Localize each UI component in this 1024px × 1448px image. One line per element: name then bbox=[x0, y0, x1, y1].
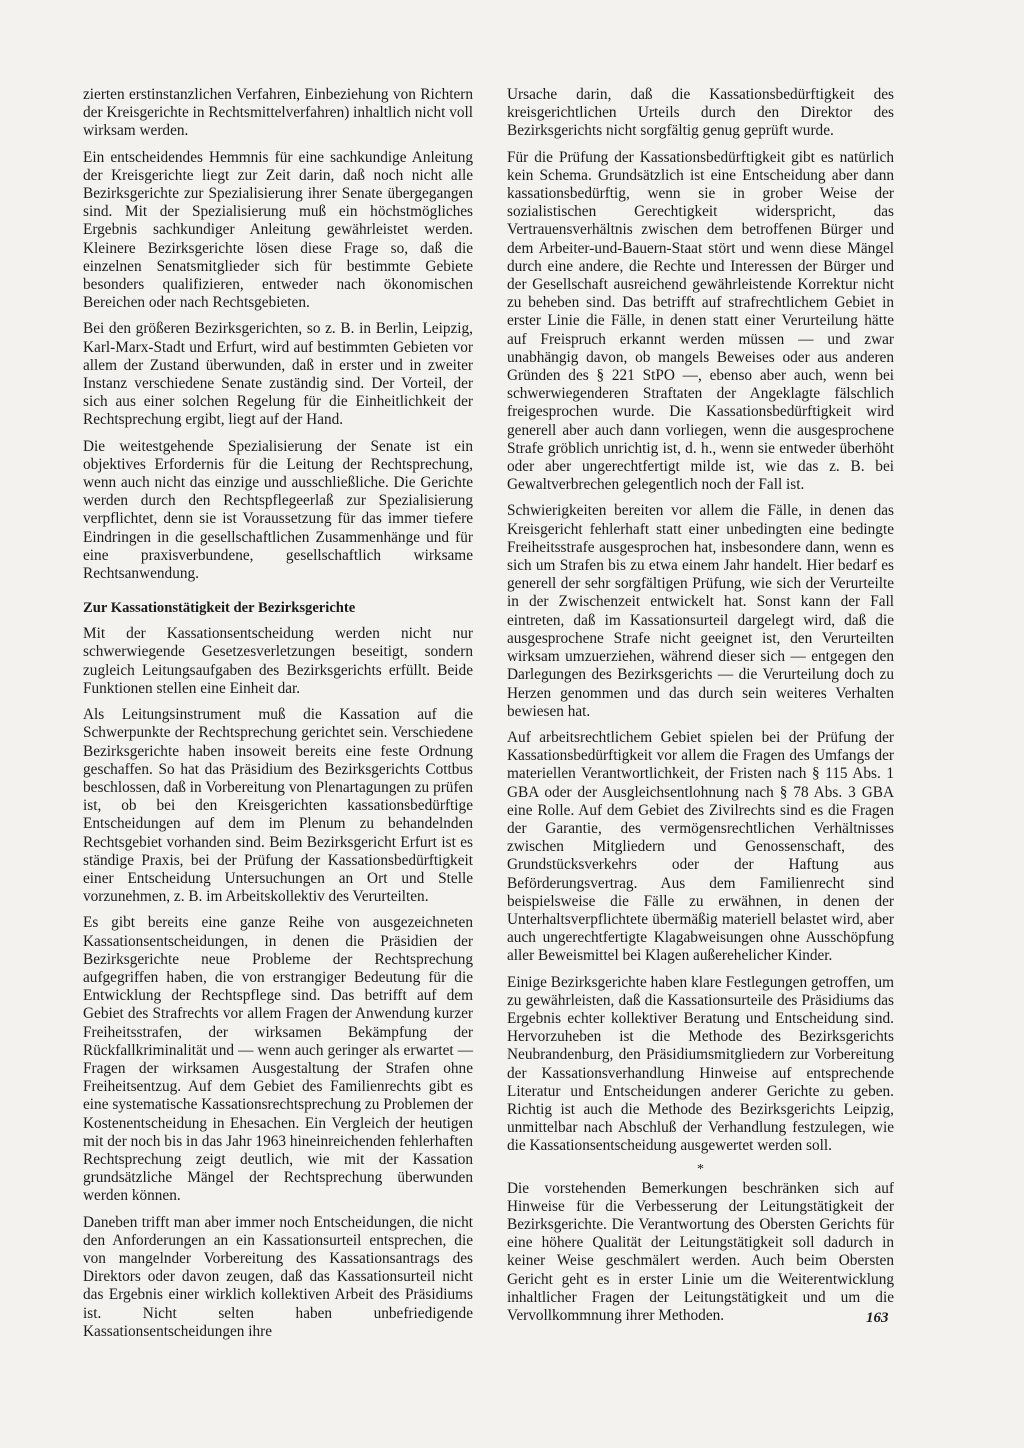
paragraph: zierten erstinstanzlichen Verfahren, Einbeziehung von Richtern der Kreisgerichte in Rechtsmittelverfahren) inhaltlich nicht voll wirksam werden. bbox=[83, 86, 473, 140]
section-divider-asterisk: * bbox=[697, 1161, 704, 1177]
paragraph: Auf arbeitsrechtlichem Gebiet spielen bei der Prüfung der Kassationsbedürftigkeit vor allem die Fragen des Umfangs der materiellen Verantwortlichkeit, der Fristen nach § 115 Abs. 1 GBA oder der Ausgleichsentlohnung nach § 78 Abs. 3 GBA eine Rolle. Auf dem Gebiet des Zivilrechts sind es die Fragen der Garantie, des vermögensrechtlichen Verhältnisses zwischen Mitgliedern und Genossenschaft, des Grundstücksverkehrs oder der Haftung aus Beförderungsvertrag. Aus dem Familienrecht sind beispielsweise die Fälle zu erwähnen, in denen der Unterhaltsverpflichtete übermäßig materiell belastet wird, aber auch ungerechtfertigte Klagabweisungen ohne Ausschöpfung aller Beweismittel bei Klagen außerehelicher Kinder. bbox=[507, 728, 894, 965]
left-column bbox=[83, 86, 473, 1349]
paragraph: Bei den größeren Bezirksgerichten, so z. B. in Berlin, Leipzig, Karl-Marx-Stadt und Erfurt, wird auf bestimmten Gebieten vor allem der Zustand überwunden, daß in erster und in zweiter Instanz verschiedene Senate zuständig sind. Der Vorteil, der sich aus einer solchen Regelung für die Einheitlichkeit der Rechtsprechung ergibt, liegt auf der Hand. bbox=[83, 320, 473, 429]
paragraph: Schwierigkeiten bereiten vor allem die Fälle, in denen das Kreisgericht fehlerhaft statt einer unbedingten eine bedingte Freiheitsstrafe ausgesprochen hat, insbesondere dann, wenn es sich um Strafen bis zu etwa einem Jahr handelt. Hier bedarf es generell der sehr sorgfältigen Prüfung, wie sich der Verurteilte in der Zwischenzeit entwickelt hat. Sonst kann der Fall eintreten, daß im Kassationsurteil dargelegt wird, daß die ausgesprochene Strafe nicht geeignet ist, den Verurteilten wirksam umzuerziehen, während dieser sich — entgegen den Darlegungen des Bezirksgerichts — die Verurteilung doch zu Herzen genommen und das durch sein weiteres Verhalten bewiesen hat. bbox=[507, 502, 894, 720]
paragraph: Als Leitungsinstrument muß die Kassation auf die Schwerpunkte der Rechtsprechung gerichtet sein. Verschiedene Bezirksgerichte haben insoweit bereits eine feste Ordnung geschaffen. So hat das Präsidium des Bezirksgerichts Cottbus beschlossen, daß in Vorbereitung von Plenartagungen zu prüfen ist, ob bei den Kreisgerichten kassationsbedürftige Entscheidungen auf dem im Plenum zu behandelnden Rechtsgebiet vorhanden sind. Beim Bezirksgericht Erfurt ist es ständige Praxis, bei der Prüfung der Kassationsbedürftigkeit einer Entscheidung Untersuchungen an Ort und Stelle vorzunehmen, z. B. im Arbeitskollektiv des Verurteilten. bbox=[83, 706, 473, 906]
paragraph: Die vorstehenden Bemerkungen beschränken sich auf Hinweise für die Verbesserung der Leitungstätigkeit der Bezirksgerichte. Die Verantwortung des Obersten Gerichts für eine höhere Qualität der Leitungstätigkeit soll dadurch in keiner Weise geschmälert werden. Auch beim Obersten Gericht geht es in erster Linie um die Weiterentwicklung inhaltlicher Fragen der Leitungstätigkeit und um die Vervollkommnung ihrer Methoden. bbox=[507, 1179, 894, 1324]
page-number: 163 bbox=[866, 1310, 889, 1326]
paragraph: Ursache darin, daß die Kassationsbedürftigkeit des kreisgerichtlichen Urteils durch den Direktor des Bezirksgerichts nicht sorgfältig genug geprüft wurde. bbox=[507, 86, 894, 140]
paragraph: Ein entscheidendes Hemmnis für eine sachkundige Anleitung der Kreisgerichte liegt zur Zeit darin, daß noch nicht alle Bezirksgerichte zur Spezialisierung ihrer Senate übergegangen sind. Mit der Spezialisierung muß ein höchstmögliches Ergebnis sachkundiger Anleitung gewährleistet werden. Kleinere Bezirksgerichte lösen diese Frage so, daß die einzelnen Senatsmitglieder sich für bestimmte Gebiete besonders qualifizieren, entweder nach ökonomischen Bereichen oder nach Rechtsgebieten. bbox=[83, 148, 473, 312]
right-column bbox=[507, 86, 894, 1333]
paragraph: Es gibt bereits eine ganze Reihe von ausgezeichneten Kassationsentscheidungen, in denen die Präsidien der Bezirksgerichte neue Probleme der Rechtsprechung aufgegriffen haben, die von erstrangiger Bedeutung für die Entwicklung der Rechtspflege sind. Das betrifft auf dem Gebiet des Strafrechts vor allem Fragen der Anwendung kurzer Freiheitsstrafen, der wirksamen Bekämpfung der Rückfallkriminalität und — wenn auch geringer als erwartet — Fragen der wirksamen Ausgestaltung der Strafen ohne Freiheitsentzug. Auf dem Gebiet des Familienrechts gibt es eine systematische Kassationsrechtsprechung zu Problemen der Kostenentscheidung in Ehesachen. Ein Vergleich der heutigen mit der noch bis in das Jahr 1963 hineinreichenden fehlerhaften Rechtsprechung zeigt deutlich, wie mit der Kassation grundsätzliche Mängel der Rechtsprechung überwunden werden können. bbox=[83, 914, 473, 1205]
paragraph: Einige Bezirksgerichte haben klare Festlegungen getroffen, um zu gewährleisten, daß die Kassationsurteile des Präsidiums das Ergebnis echter kollektiver Beratung und Entscheidung sind. Hervorzuheben ist die Methode des Bezirksgerichts Neubrandenburg, den Präsidiumsmitgliedern zur Vorbereitung der Kassationsverhandlung Hinweise auf entsprechende Literatur und Entscheidungen anderer Gerichte zu geben. Richtig ist auch die Methode des Bezirksgerichts Leipzig, unmittelbar nach Abschluß der Verhandlung festzulegen, wie die Kassationsentscheidung ausgewertet werden soll. bbox=[507, 973, 894, 1155]
paragraph: Mit der Kassationsentscheidung werden nicht nur schwerwiegende Gesetzesverletzungen beseitigt, sondern zugleich Leitungsaufgaben des Bezirksgerichts erfüllt. Beide Funktionen stellen eine Einheit dar. bbox=[83, 625, 473, 697]
paragraph: Die weitestgehende Spezialisierung der Senate ist ein objektives Erfordernis für die Leitung der Rechtsprechung, wenn auch nicht das einzige und ausschließliche. Die Gerichte werden durch den Rechtspflegeerlaß zur Spezialisierung verpflichtet, denn sie ist Voraussetzung für das immer tiefere Eindringen in die gesellschaftlichen Zusammenhänge und für eine praxisverbundene, gesellschaftlich wirksame Rechtsanwendung. bbox=[83, 437, 473, 583]
paragraph: Für die Prüfung der Kassationsbedürftigkeit gibt es natürlich kein Schema. Grundsätzlich ist eine Entscheidung aber dann kassationsbedürftig, wenn sie in grober Weise der sozialistischen Gerechtigkeit widerspricht, das Vertrauensverhältnis zwischen dem betroffenen Bürger und dem Arbeiter-und-Bauern-Staat stört und wenn diese Mängel durch eine andere, die Rechte und Interessen der Bürger und der Gesellschaft ausreichend gewährleistende Korrektur nicht zu beheben sind. Das betrifft auf strafrechtlichem Gebiet in erster Linie die Fälle, in denen statt einer Verurteilung hätte auf Freispruch erkannt werden müssen — und zwar unabhängig davon, ob mangels Beweises oder aus anderen Gründen des § 221 StPO —, ebenso aber auch, wenn bei schwerwiegenderen Straftaten der Angeklagte fälschlich freigesprochen wurde. Die Kassationsbedürftigkeit wird generell aber auch dann vorliegen, wenn die ausgesprochene Strafe gröblich unrichtig ist, d. h., wenn sie entweder überhöht oder aber ungerechtfertigt milde ist, wie das z. B. bei Gewaltverbrechen gelegentlich noch der Fall ist. bbox=[507, 148, 894, 494]
paragraph: Daneben trifft man aber immer noch Entscheidungen, die nicht den Anforderungen an ein Kassationsurteil entsprechen, die von mangelnder Vorbereitung des Kassationsantrags des Direktors oder davon zeugen, daß das Kassationsurteil nicht das Ergebnis einer wirklich kollektiven Arbeit des Präsidiums ist. Nicht selten haben unbefriedigende Kassationsentscheidungen ihre bbox=[83, 1213, 473, 1340]
section-heading: Zur Kassationstätigkeit der Bezirksgerichte bbox=[83, 600, 356, 617]
